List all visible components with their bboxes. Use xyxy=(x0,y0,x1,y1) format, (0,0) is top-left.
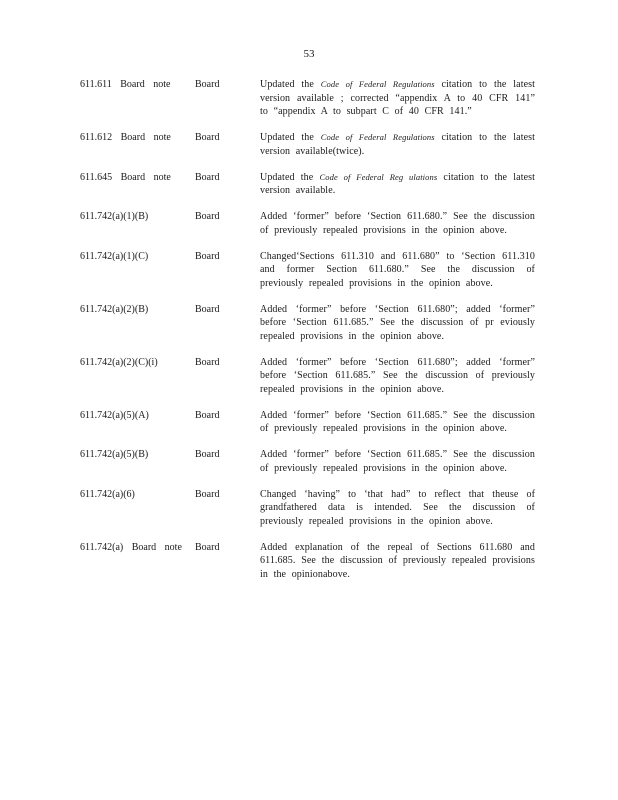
description-text: Added ‘former” before ‘Section 611.680”; added ‘former” before ‘Section 611.685.” See the discussion of pr eviously repealed provisions in the opinion above. xyxy=(260,303,535,342)
source-cell: Board xyxy=(195,132,220,143)
description-text: Updated the xyxy=(260,79,321,90)
table-row xyxy=(80,303,535,344)
table-row xyxy=(80,78,535,119)
table-row xyxy=(80,488,535,529)
description-cell xyxy=(260,488,535,529)
description-cell xyxy=(260,78,535,119)
source-cell: Board xyxy=(195,541,220,553)
description-text: Added ‘former” before ‘Section 611.680”; added ‘former” before ‘Section 611.685.” See the discussion of previously repealed provisions in the opinion above. xyxy=(260,356,535,395)
description-cell xyxy=(260,448,535,475)
section-cell: 611.742(a)(5)(A) xyxy=(80,409,149,421)
description-text: citation to the latest version available. xyxy=(260,171,535,196)
section-cell: 611.742(a)(1)(C) xyxy=(80,250,149,262)
description-text: citation to the latest version available(twice). xyxy=(260,132,536,157)
page-number: 53 xyxy=(303,48,315,60)
description-text: Added ‘former” before ‘Section 611.685.” See the discussion of previously repealed provisions in the opinion above. xyxy=(260,409,535,434)
citation-text: Code of Federal Reg ulations xyxy=(319,171,438,182)
description-text: Added ‘former” before ‘Section 611.685.” See the discussion of previously repealed provisions in the opinion above. xyxy=(260,449,535,474)
description-cell xyxy=(260,409,535,436)
source-cell: Board xyxy=(195,488,220,500)
amendment-table xyxy=(80,78,535,594)
source-cell: Board xyxy=(195,171,220,183)
description-text: Added explanation of the repeal of Sections 611.680 and 611.685. See the discussion of previously repealed provisions in the opinionabove. xyxy=(260,541,535,580)
source-cell: Board xyxy=(195,211,220,222)
source-cell: Board xyxy=(195,449,220,460)
table-row xyxy=(80,210,535,237)
section-cell: 611.612 Board note xyxy=(80,132,171,143)
table-row xyxy=(80,171,535,198)
description-text: Updated the xyxy=(260,132,321,143)
description-cell xyxy=(260,131,535,158)
source-cell: Board xyxy=(195,250,220,262)
section-cell: 611.742(a)(5)(B) xyxy=(80,449,149,460)
citation-text: Code of Federal Regulations xyxy=(320,132,435,142)
description-text: Changed‘Sections 611.310 and 611.680” to ‘Section 611.310 and former Section 611.680.” See the discussion of previously repealed provisions in the opinion above. xyxy=(260,250,535,289)
section-cell: 611.742(a)(2)(C)(i) xyxy=(80,356,158,368)
source-cell: Board xyxy=(195,79,220,90)
description-cell xyxy=(260,303,535,344)
table-row xyxy=(80,356,535,397)
section-cell: 611.742(a)(2)(B) xyxy=(80,303,149,315)
source-cell: Board xyxy=(195,303,220,315)
section-cell: 611.742(a)(1)(B) xyxy=(80,211,149,222)
description-cell xyxy=(260,541,535,582)
table-row xyxy=(80,448,535,475)
source-cell: Board xyxy=(195,356,220,368)
section-cell: 611.611 Board note xyxy=(80,79,171,90)
description-cell xyxy=(260,210,535,237)
citation-text: Code of Federal Regulations xyxy=(320,79,435,89)
description-cell xyxy=(260,356,535,397)
description-text: Updated the xyxy=(260,171,320,183)
source-cell: Board xyxy=(195,409,220,421)
section-cell: 611.742(a)(6) xyxy=(80,488,135,500)
description-text: Added ‘former” before ‘Section 611.680.” See the discussion of previously repealed provisions in the opinion above. xyxy=(260,211,535,236)
table-row xyxy=(80,541,535,582)
section-cell: 611.742(a) Board note xyxy=(80,541,182,553)
description-cell xyxy=(260,250,535,291)
description-text: citation to the latest version available ; corrected “appendix A to 40 CFR 141” to “appendix A to subpart C of 40 CFR 141.” xyxy=(260,79,536,117)
section-cell: 611.645 Board note xyxy=(80,171,171,183)
description-text: Changed ‘having” to ‘that had” to reflect that theuse of grandfathered data is intended. See the discussion of previously repealed provisions in the opinion above. xyxy=(260,488,535,527)
table-row xyxy=(80,131,535,158)
table-row xyxy=(80,409,535,436)
table-row xyxy=(80,250,535,291)
description-cell xyxy=(260,171,535,198)
